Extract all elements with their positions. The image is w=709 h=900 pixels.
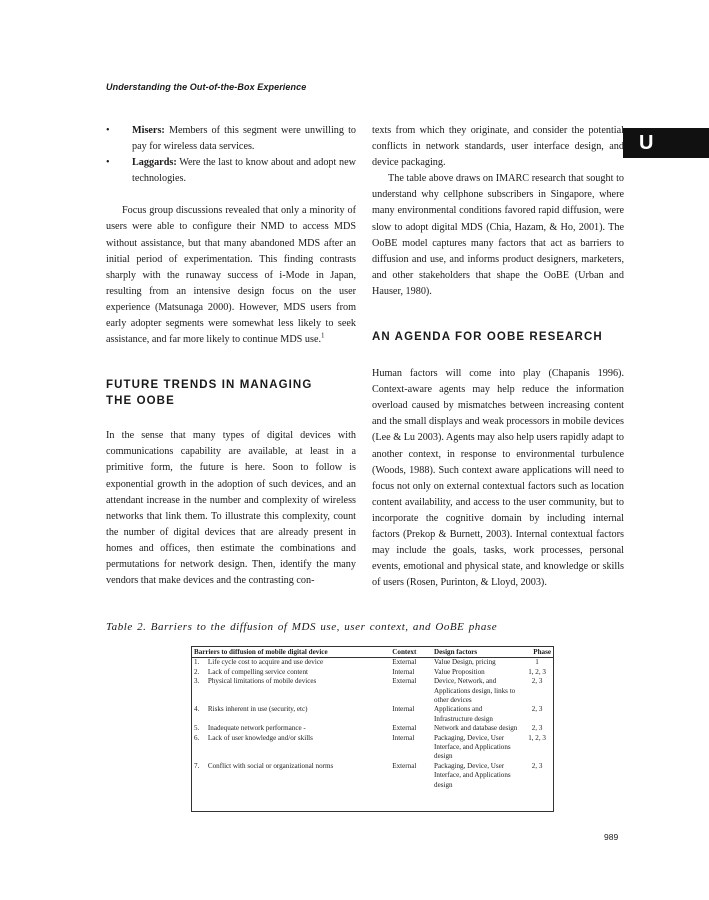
row-design-factors: Value Design, pricing: [434, 658, 496, 667]
segment-bullet-list: [106, 123, 356, 187]
row-design-factors: Packaging, Device, User Interface, and Applications design: [434, 733, 511, 761]
table-row: [192, 658, 553, 668]
left-column: [106, 123, 356, 589]
row-context: Internal: [392, 705, 415, 714]
row-barrier: Lack of user knowledge and/or skills: [207, 733, 313, 742]
row-context: External: [392, 761, 417, 770]
header-design-factors: Design factors: [432, 647, 521, 658]
table-header-row: [192, 647, 553, 658]
row-context: Internal: [392, 667, 415, 676]
row-barrier: Physical limitations of mobile devices: [207, 677, 317, 686]
row-barrier: Lack of compelling service content: [207, 667, 308, 676]
row-phase: 2, 3: [531, 677, 543, 686]
row-phase: 2, 3: [531, 761, 543, 770]
header-phase: Phase: [521, 647, 553, 658]
heading-agenda: AN AGENDA FOR OOBE RESEARCH: [372, 331, 603, 344]
row-context: External: [392, 658, 417, 667]
row-context: External: [392, 677, 417, 686]
heading-line-2: THE OOBE: [106, 395, 175, 408]
header-barrier: Barriers to diffusion of mobile digital device: [192, 647, 390, 658]
row-design-factors: Device, Network, and Applications design, links to other devices: [434, 677, 516, 705]
table-caption: Table 2. Barriers to the diffusion of MDS use, user context, and OoBE phase: [106, 621, 498, 633]
page-number: 989: [604, 832, 619, 842]
footnote-marker: 1: [321, 331, 325, 340]
row-barrier: Life cycle cost to acquire and use device: [207, 658, 324, 667]
row-phase: 1, 2, 3: [528, 733, 546, 742]
table-row: [192, 668, 553, 677]
paragraph-focus-group: [106, 203, 356, 348]
row-phase: 2, 3: [531, 705, 543, 714]
row-phase: 1: [535, 658, 539, 667]
running-header: Understanding the Out-of-the-Box Experience: [106, 82, 307, 92]
bullet-term: Misers:: [132, 125, 165, 136]
paragraph-human-factors: Human factors will come into play (Chapanis 1996). Context-aware agents may help reduce the information overload caused by mismatches between increasing content and the small displays and weak processors in mobile devices (Lee & Lu 2003). Agents may also help users rapidly adapt to another context, in response to environmental turbulence (Woods, 1988). Such context aware applications will need to focus not only on external contextual factors such as location content availability, and access to the user community, but to incorporate the cognitive domain by including internal factors (Prekop & Burnett, 2003). Internal contextual factors may include the goals, tasks, work processes, personal events, emotional and physical state, and knowledge or skills of users (Rosen, Purinton, & Lloyd, 2003).: [372, 368, 624, 589]
row-context: External: [392, 724, 417, 733]
paragraph-future-trends: In the sense that many types of digital devices with communications capability are available, at least in a primitive form, the future is here. Soon to follow is exponential growth in the adoption of such devices, and an attendant increase in the number and complexity of wireless networks that link them. To illustrate this complexity, count the number of digital devices that are already present in homes and offices, then estimate the combinations and permutations for network design. Then, identify the many vendors that make devices and the contrasting con-: [106, 430, 356, 587]
header-context: Context: [390, 647, 432, 658]
right-column: [372, 123, 624, 591]
table-row: [192, 734, 553, 762]
row-barrier: Conflict with social or organizational norms: [207, 761, 334, 770]
table-row: [192, 762, 553, 790]
paragraph-text: Focus group discussions revealed that only a minority of users were able to configure their NMD to access MDS without assistance, but that many abandoned MDS after an initial period of experimentation. This finding contrasts sharply with the runaway success of i-Mode in Japan, resulting from an intensive design focus on the user experience (Matsunaga 2000). However, MDS users from early adopter segments were somewhat less likely to seek assistance, and far more likely to continue MDS use.: [106, 205, 356, 346]
bullet-text: Members of this segment were unwilling to pay for wireless data services.: [132, 125, 357, 153]
paragraph-imarc-research: The table above draws on IMARC research that sought to understand why cellphone subscribers in Singapore, where many environmental conditions favored rapid diffusion, were slow to adopt digital MDS (Chia, Hazam, & Ho, 2001). The OoBE model captures many factors that act as barriers to diffusion and use, and informs product designers, marketers, and other stakeholders that shape the OoBE (Urban and Hauser, 1980).: [372, 173, 624, 297]
paragraph-continuation: texts from which they originate, and consider the potential conflicts in network standards, user interface design, and device packaging.: [372, 125, 624, 169]
row-number: 4.: [194, 705, 200, 714]
row-number: 6.: [194, 733, 200, 742]
row-barrier: Risks inherent in use (security, etc): [207, 705, 308, 714]
row-design-factors: Network and database design: [434, 724, 518, 733]
row-number: 2.: [194, 667, 200, 676]
row-design-factors: Applications and Infrastructure design: [434, 705, 493, 723]
heading-future-trends: [106, 377, 356, 409]
row-number: 5.: [194, 724, 200, 733]
row-design-factors: Value Proposition: [434, 667, 485, 676]
table-row: [192, 705, 553, 724]
row-barrier: Inadequate network performance -: [207, 724, 306, 733]
barriers-table: [192, 647, 553, 790]
bullet-misers: [106, 123, 356, 155]
table-row: [192, 677, 553, 705]
row-number: 3.: [194, 677, 200, 686]
row-context: Internal: [392, 733, 415, 742]
bullet-term: Laggards:: [132, 157, 177, 169]
section-tab-marker: U: [623, 128, 709, 158]
row-phase: 1, 2, 3: [528, 667, 546, 676]
bullet-laggards: [106, 155, 356, 187]
table-row: [192, 724, 553, 733]
heading-line-1: FUTURE TRENDS IN MANAGING: [106, 379, 313, 392]
bullet-text: Were the last to know about and adopt new technologies.: [132, 157, 356, 185]
row-design-factors: Packaging, Device, User Interface, and Applications design: [434, 761, 511, 789]
row-number: 1.: [194, 658, 200, 667]
barriers-table-box: [191, 646, 554, 812]
row-number: 7.: [194, 761, 200, 770]
row-phase: 2, 3: [531, 724, 543, 733]
